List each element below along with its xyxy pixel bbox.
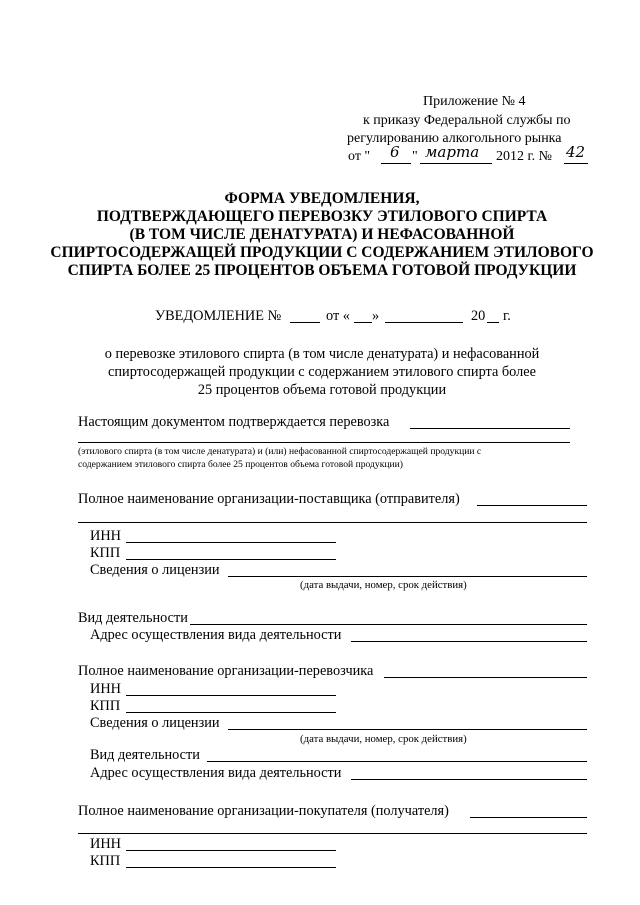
annex-number: 42 <box>566 143 586 161</box>
carrier-inn-field[interactable] <box>126 695 336 696</box>
carrier-activity-label: Вид деятельности <box>90 747 200 763</box>
confirm-hint-2: содержанием этилового спирта более 25 процентов объема готовой продукции) <box>78 459 403 470</box>
supplier-activity-label: Вид деятельности <box>78 610 188 626</box>
annex-date-month: марта <box>425 143 480 161</box>
supplier-name-field[interactable] <box>477 505 587 506</box>
form-title-line-5: СПИРТА БОЛЕЕ 25 ПРОЦЕНТОВ ОБЪЕМА ГОТОВОЙ ПРОДУКЦИИ <box>67 262 577 279</box>
form-title-line-1: ФОРМА УВЕДОМЛЕНИЯ, <box>224 190 420 207</box>
supplier-inn-field[interactable] <box>126 542 336 543</box>
supplier-kpp-label: КПП <box>90 545 121 561</box>
annex-line-2: к приказу Федеральной службы по <box>363 113 571 128</box>
buyer-kpp-label: КПП <box>90 853 121 869</box>
confirm-label: Настоящим документом подтверждается перевозка <box>78 414 390 430</box>
notice-year-field[interactable] <box>487 322 499 323</box>
annex-date-mid: " <box>412 149 418 164</box>
annex-line-1: Приложение № 4 <box>423 94 526 109</box>
form-title-line-2: ПОДТВЕРЖДАЮЩЕГО ПЕРЕВОЗКУ ЭТИЛОВОГО СПИРТА <box>96 208 548 225</box>
annex-date-year: 2012 г. № <box>496 149 553 164</box>
carrier-kpp-field[interactable] <box>126 712 336 713</box>
carrier-address-label: Адрес осуществления вида деятельности <box>90 765 342 781</box>
buyer-name-field-line-2[interactable] <box>78 833 587 834</box>
notice-year-suffix: г. <box>503 308 511 324</box>
carrier-inn-label: ИНН <box>90 681 121 697</box>
supplier-name-label: Полное наименование организации-поставщика (отправителя) <box>78 491 460 507</box>
notice-year-prefix: 20 <box>471 308 486 324</box>
subtitle-line-3: 25 процентов объема готовой продукции <box>197 382 447 398</box>
annex-date-prefix: от " <box>348 149 371 164</box>
notice-number-field[interactable] <box>290 322 320 323</box>
annex-line-3: регулированию алкогольного рынка <box>347 131 562 146</box>
buyer-inn-label: ИНН <box>90 836 121 852</box>
annex-date-day: 6 <box>390 143 400 161</box>
carrier-kpp-label: КПП <box>90 698 121 714</box>
annex-day-underline <box>381 163 411 164</box>
notice-quote-close: » <box>372 308 380 324</box>
confirm-hint-1: (этилового спирта (в том числе денатурата) и (или) нефасованной спиртосодержащей продукции с <box>78 446 482 457</box>
carrier-address-field[interactable] <box>351 779 587 780</box>
buyer-name-field[interactable] <box>470 817 587 818</box>
supplier-license-hint: (дата выдачи, номер, срок действия) <box>300 579 467 591</box>
carrier-name-label: Полное наименование организации-перевозчика <box>78 663 374 679</box>
subtitle-line-2: спиртосодержащей продукции с содержанием этилового спирта более <box>108 364 536 380</box>
buyer-kpp-field[interactable] <box>126 867 336 868</box>
supplier-kpp-field[interactable] <box>126 559 336 560</box>
carrier-activity-field[interactable] <box>207 761 587 762</box>
supplier-license-label: Сведения о лицензии <box>90 562 220 578</box>
confirm-goods-field[interactable] <box>410 428 570 429</box>
notice-label: УВЕДОМЛЕНИЕ № <box>155 308 282 324</box>
subtitle-line-1: о перевозке этилового спирта (в том числе денатурата) и нефасованной <box>104 346 540 362</box>
confirm-goods-field-line-2[interactable] <box>78 442 570 443</box>
notice-month-field[interactable] <box>385 322 463 323</box>
supplier-address-label: Адрес осуществления вида деятельности <box>90 627 342 643</box>
supplier-address-field[interactable] <box>351 641 587 642</box>
buyer-inn-field[interactable] <box>126 850 336 851</box>
notice-from: от « <box>326 308 350 324</box>
supplier-license-field[interactable] <box>228 576 587 577</box>
buyer-name-label: Полное наименование организации-покупателя (получателя) <box>78 803 449 819</box>
supplier-name-field-line-2[interactable] <box>78 522 587 523</box>
carrier-license-field[interactable] <box>228 729 587 730</box>
annex-month-underline <box>420 163 492 164</box>
supplier-activity-field[interactable] <box>190 624 587 625</box>
carrier-license-hint: (дата выдачи, номер, срок действия) <box>300 733 467 745</box>
carrier-name-field[interactable] <box>384 677 587 678</box>
notice-day-field[interactable] <box>354 322 372 323</box>
annex-number-underline <box>564 163 588 164</box>
form-title-line-3: (В ТОМ ЧИСЛЕ ДЕНАТУРАТА) И НЕФАСОВАННОЙ <box>129 226 515 243</box>
supplier-inn-label: ИНН <box>90 528 121 544</box>
form-title-line-4: СПИРТОСОДЕРЖАЩЕЙ ПРОДУКЦИИ С СОДЕРЖАНИЕМ ЭТИЛОВОГО <box>50 244 594 261</box>
carrier-license-label: Сведения о лицензии <box>90 715 220 731</box>
